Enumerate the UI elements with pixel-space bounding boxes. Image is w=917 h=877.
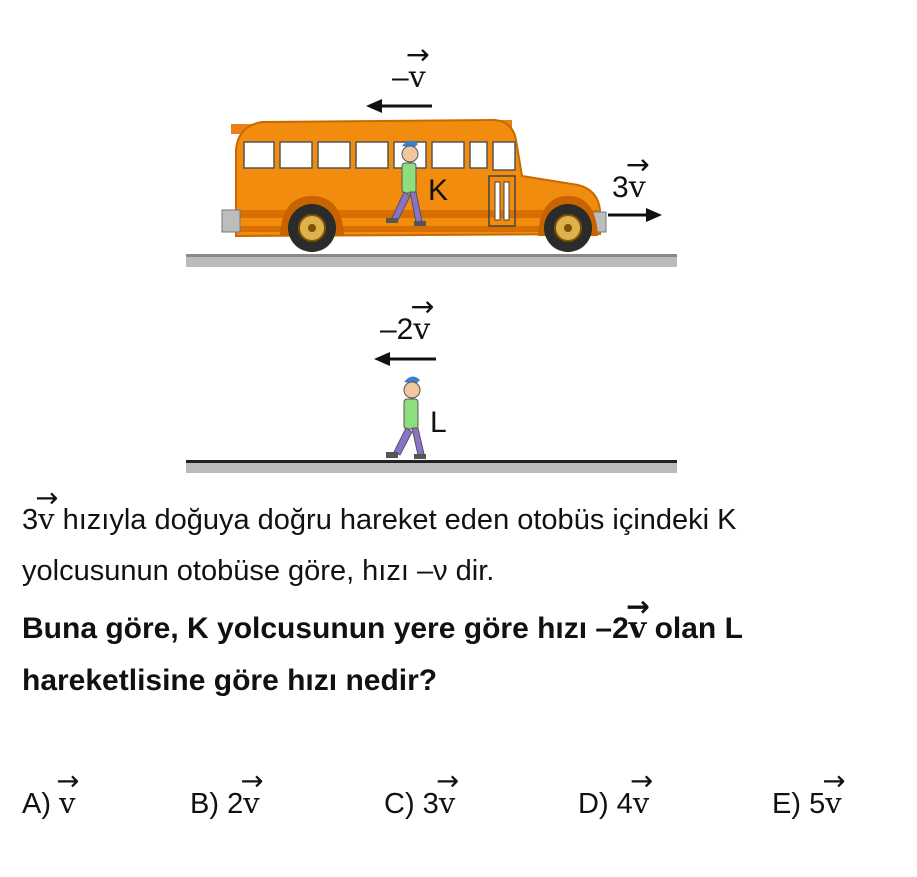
walker-velocity-label: –2→ v (380, 312, 430, 347)
question-line-3: Buna göre, K yolcusunun yere göre hızı –2→ v olan L (22, 604, 743, 654)
option-e[interactable]: E) 5→ v (772, 786, 842, 821)
question-line-1: 3→ v hızıyla doğuya doğru hareket eden otobüs içindeki K (22, 494, 737, 545)
walker-l (386, 376, 426, 459)
vec-v: → v (629, 170, 646, 205)
walker-left-arrow (374, 352, 436, 366)
option-a[interactable]: A) → v (22, 786, 75, 821)
bus-left-arrow (366, 99, 432, 113)
vec-v: → v (633, 786, 649, 820)
bus-velocity-label: –→ v (392, 60, 426, 95)
vec-v: → v (629, 604, 646, 654)
vec-v: → v (439, 786, 455, 820)
vec-v: → v (59, 786, 75, 820)
question-line-2: yolcusunun otobüse göre, hızı –ν dir. (22, 555, 495, 587)
vec-v: → v (38, 494, 54, 544)
vec-v: → v (409, 60, 426, 95)
passenger-k-label: K (428, 174, 449, 207)
vec-v: → v (825, 786, 841, 820)
question-line-4: hareketlisine göre hızı nedir? (22, 664, 438, 697)
vec-v: → v (243, 786, 259, 820)
option-c[interactable]: C) 3→ v (384, 786, 455, 821)
option-b[interactable]: B) 2→ v (190, 786, 260, 821)
bus-speed-label: 3→ v (612, 170, 646, 205)
walker-l-label: L (430, 406, 447, 439)
bus-right-arrow (608, 208, 662, 222)
option-d[interactable]: D) 4→ v (578, 786, 649, 821)
vec-v: → v (413, 312, 430, 347)
